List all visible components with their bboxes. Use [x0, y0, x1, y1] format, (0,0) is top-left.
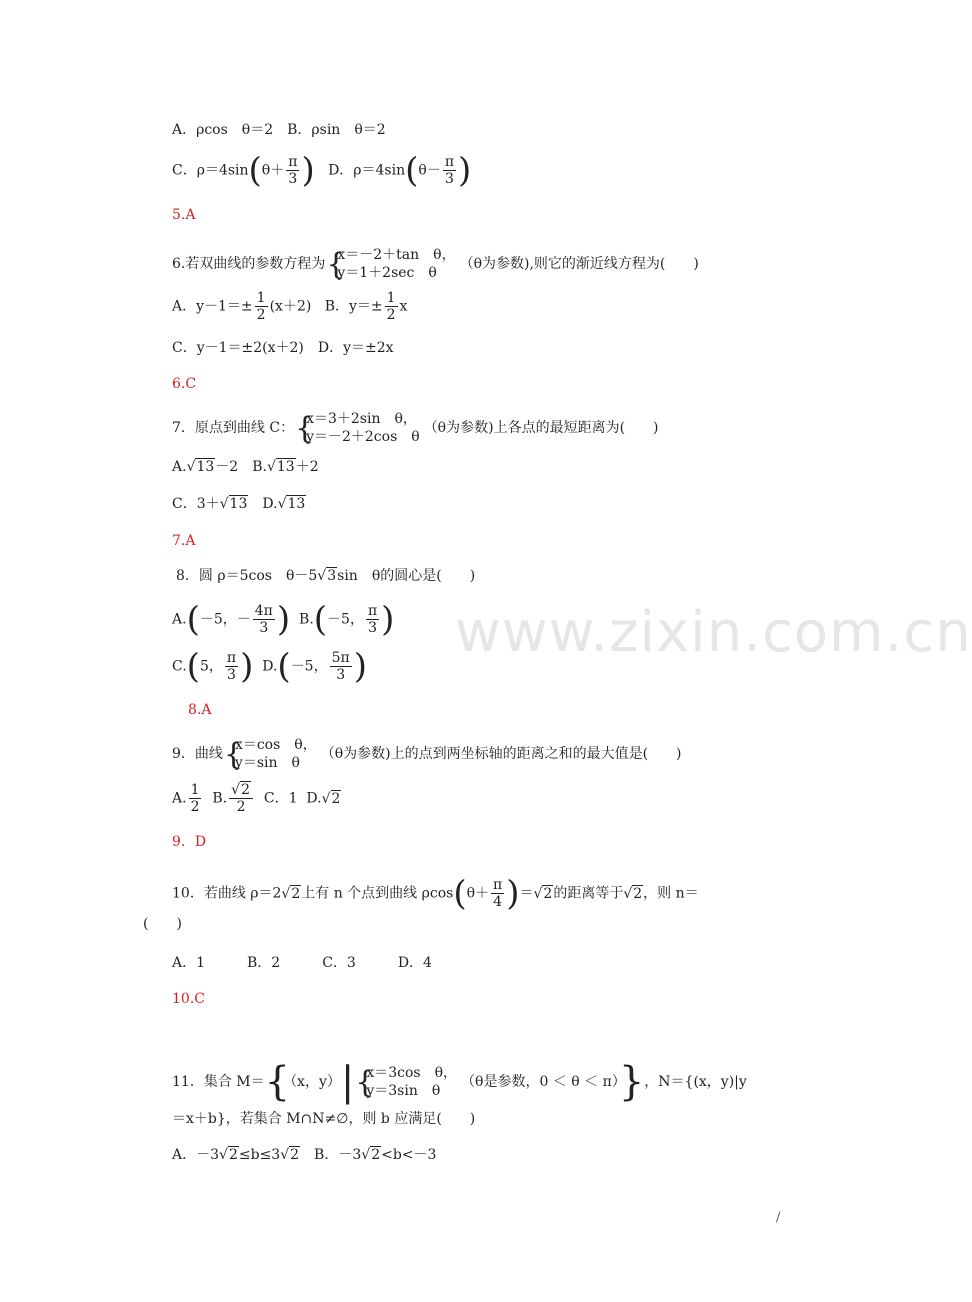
equation-system: { x＝3cos θ， y＝3sin θ: [358, 1064, 457, 1100]
question-10: 10．若曲线 ρ＝2√2上有 n 个点到曲线 ρcos(θ＋ $\frac{\pi}{4}$ )＝√2的距离等于√2，则 n＝: [172, 873, 699, 914]
q8-d: D.: [262, 658, 278, 675]
q11-line2: ＝x＋b}，若集合 M∩N≠∅，则 b 应满足( ): [172, 1111, 476, 1127]
q9-options: [172, 782, 341, 815]
sqrt: √3: [317, 568, 337, 584]
q4-c-prefix: C．ρ＝4sin: [172, 162, 249, 179]
sqrt: √13: [266, 459, 295, 475]
fraction: $\frac{1}{2}$: [256, 290, 266, 323]
q10-mid2: 的距离等于: [553, 885, 624, 902]
q10-mid: 上有 n 个点到曲线 ρcos: [301, 885, 454, 902]
q7-d: D.: [248, 496, 278, 512]
q11-options: [172, 1146, 436, 1164]
fraction: $\frac{\pi}{3}$: [288, 154, 298, 187]
sqrt: √2: [321, 790, 341, 807]
q7-c: C．3＋: [172, 496, 220, 512]
q11-cond: （θ是参数，0 ＜ θ ＜ π）: [461, 1074, 619, 1090]
q11-nset: ，N＝{(x，y)|y: [644, 1074, 747, 1090]
q4-d-prefix: D．ρ＝4sin: [328, 162, 406, 179]
sqrt: √13: [277, 496, 306, 512]
q8-b-inner: －5，: [327, 611, 364, 628]
sqrt: √13: [219, 496, 248, 512]
q7-b-tail: ＋2: [295, 459, 319, 475]
q9-c: C．1: [263, 790, 298, 807]
q6-options-cd: C．y－1＝±2(x＋2) D．y＝±2x: [172, 340, 394, 356]
sqrt: √2: [280, 1147, 300, 1163]
question-7: [172, 410, 659, 446]
q9-d: D.: [306, 790, 322, 807]
fraction: $\frac{1}{2}$: [386, 290, 396, 323]
q4-d-inner: θ－: [418, 162, 441, 179]
q7-options-ab: [172, 458, 319, 476]
answer-10: 10.C: [172, 991, 205, 1007]
fraction: $\frac{\pi}{3}$: [444, 154, 455, 187]
q7-a-tail: －2 B.: [215, 459, 267, 475]
fraction: $\frac{√2}{2}$: [229, 782, 253, 815]
equation-system: { x＝－2＋tan θ， y＝1＋2sec θ: [329, 246, 455, 282]
q6-options-ab: [172, 290, 407, 323]
fraction: $\frac{\pi}{3}$: [367, 603, 378, 636]
q11-b: B．－3: [300, 1147, 362, 1163]
q11-a: A．－3: [172, 1147, 220, 1163]
q9-text: 9．曲线: [172, 746, 223, 762]
q6-b: B．y＝±: [324, 298, 383, 315]
page-number: /: [776, 1210, 781, 1225]
q4-options-cd: C．ρ＝4sin(θ＋ $\frac{\pi}{3}$ ) D．ρ＝4sin(θ－ $\frac{\pi}{3}$ ): [172, 150, 472, 191]
q11-text: 11．集合 M＝: [172, 1074, 265, 1090]
q8-a: A.: [172, 611, 187, 628]
answer-9: 9．D: [172, 834, 207, 850]
q9-b: B.: [212, 790, 228, 807]
q11-a-mid: ≤b≤3: [238, 1147, 281, 1163]
q7-a: A.: [172, 459, 187, 475]
sqrt: √2: [281, 885, 301, 902]
q8-d-inner: －5，: [290, 658, 328, 675]
q10-paren: ( ): [143, 916, 182, 932]
answer-8: 8.A: [188, 702, 212, 718]
q6-a: A．y－1＝±: [172, 298, 253, 315]
q9-tail: （θ为参数)上的点到两坐标轴的距离之和的最大值是( ): [320, 746, 682, 762]
q7-text: 7．原点到曲线 C：: [172, 420, 295, 436]
q6-tail: （θ为参数),则它的渐近线方程为( ): [459, 256, 699, 272]
answer-6: 6.C: [172, 376, 197, 392]
fraction: $\frac{4\pi}{3}$: [254, 603, 273, 636]
q8-options-ab: A.(－5，－ $\frac{4\pi}{3}$ ) B.(－5， $\frac{\pi}{3}$ ): [172, 599, 395, 640]
q9-a: A.: [172, 790, 187, 807]
fraction: $\frac{\pi}{4}$: [493, 877, 503, 910]
sqrt: √13: [186, 459, 215, 475]
q8-options-cd: C.(5， $\frac{\pi}{3}$ ) D.(－5， $\frac{5\pi}{3}$ ): [172, 646, 367, 687]
q10-options: A．1 B．2 C．3 D．4: [172, 955, 432, 971]
sqrt: √2: [623, 885, 643, 902]
q4-c-inner: θ＋: [261, 162, 285, 179]
q10-inner: θ＋: [466, 885, 490, 902]
q10-text: 10．若曲线 ρ＝2: [172, 885, 282, 902]
question-6: [172, 246, 699, 282]
fraction: $\frac{\pi}{3}$: [226, 650, 237, 683]
q8-c-inner: 5，: [199, 658, 223, 675]
q8-text: 8．圆 ρ＝5cos θ－5: [176, 568, 318, 584]
q11-b-tail: <b<－3: [381, 1147, 437, 1163]
sqrt: √2: [533, 885, 553, 902]
watermark: www.zixin.com.cn: [455, 600, 972, 665]
q7-tail: （θ为参数)上各点的最短距离为( ): [423, 420, 659, 436]
question-8: [176, 567, 475, 585]
q6-a-tail: (x＋2): [269, 298, 312, 315]
answer-5: 5.A: [172, 207, 196, 223]
q7-options-cd: [172, 495, 306, 513]
sqrt: √2: [219, 1147, 238, 1163]
question-9: [172, 736, 682, 772]
fraction: $\frac{5\pi}{3}$: [331, 650, 350, 683]
q8-b: B.: [299, 611, 314, 628]
equation-system: { x＝3＋2sin θ， y＝－2＋2cos θ: [298, 410, 420, 446]
sqrt: √2: [361, 1147, 381, 1163]
q8-c: C.: [172, 658, 187, 675]
question-11: 11．集合 M＝{（x，y）| { x＝3cos θ， y＝3sin θ （θ是参数，0 ＜ θ ＜ π）}，N＝{(x，y)|y: [172, 1064, 747, 1100]
equation-system: { x＝cos θ， y＝sin θ: [227, 736, 317, 772]
q11-xy: （x，y）: [290, 1074, 341, 1090]
fraction: $\frac{1}{2}$: [190, 782, 200, 815]
q4-options-ab: A．ρcos θ＝2 B．ρsin θ＝2: [172, 122, 386, 138]
q10-tail: ，则 n＝: [643, 885, 699, 902]
q6-text: 6.若双曲线的参数方程为: [172, 256, 326, 272]
q10-eq: ＝: [519, 885, 534, 902]
q8-a-inner: －5，－: [199, 611, 251, 628]
answer-7: 7.A: [172, 533, 196, 549]
q8-tail: sin θ的圆心是( ): [337, 568, 476, 584]
q6-b-tail: x: [399, 298, 408, 315]
